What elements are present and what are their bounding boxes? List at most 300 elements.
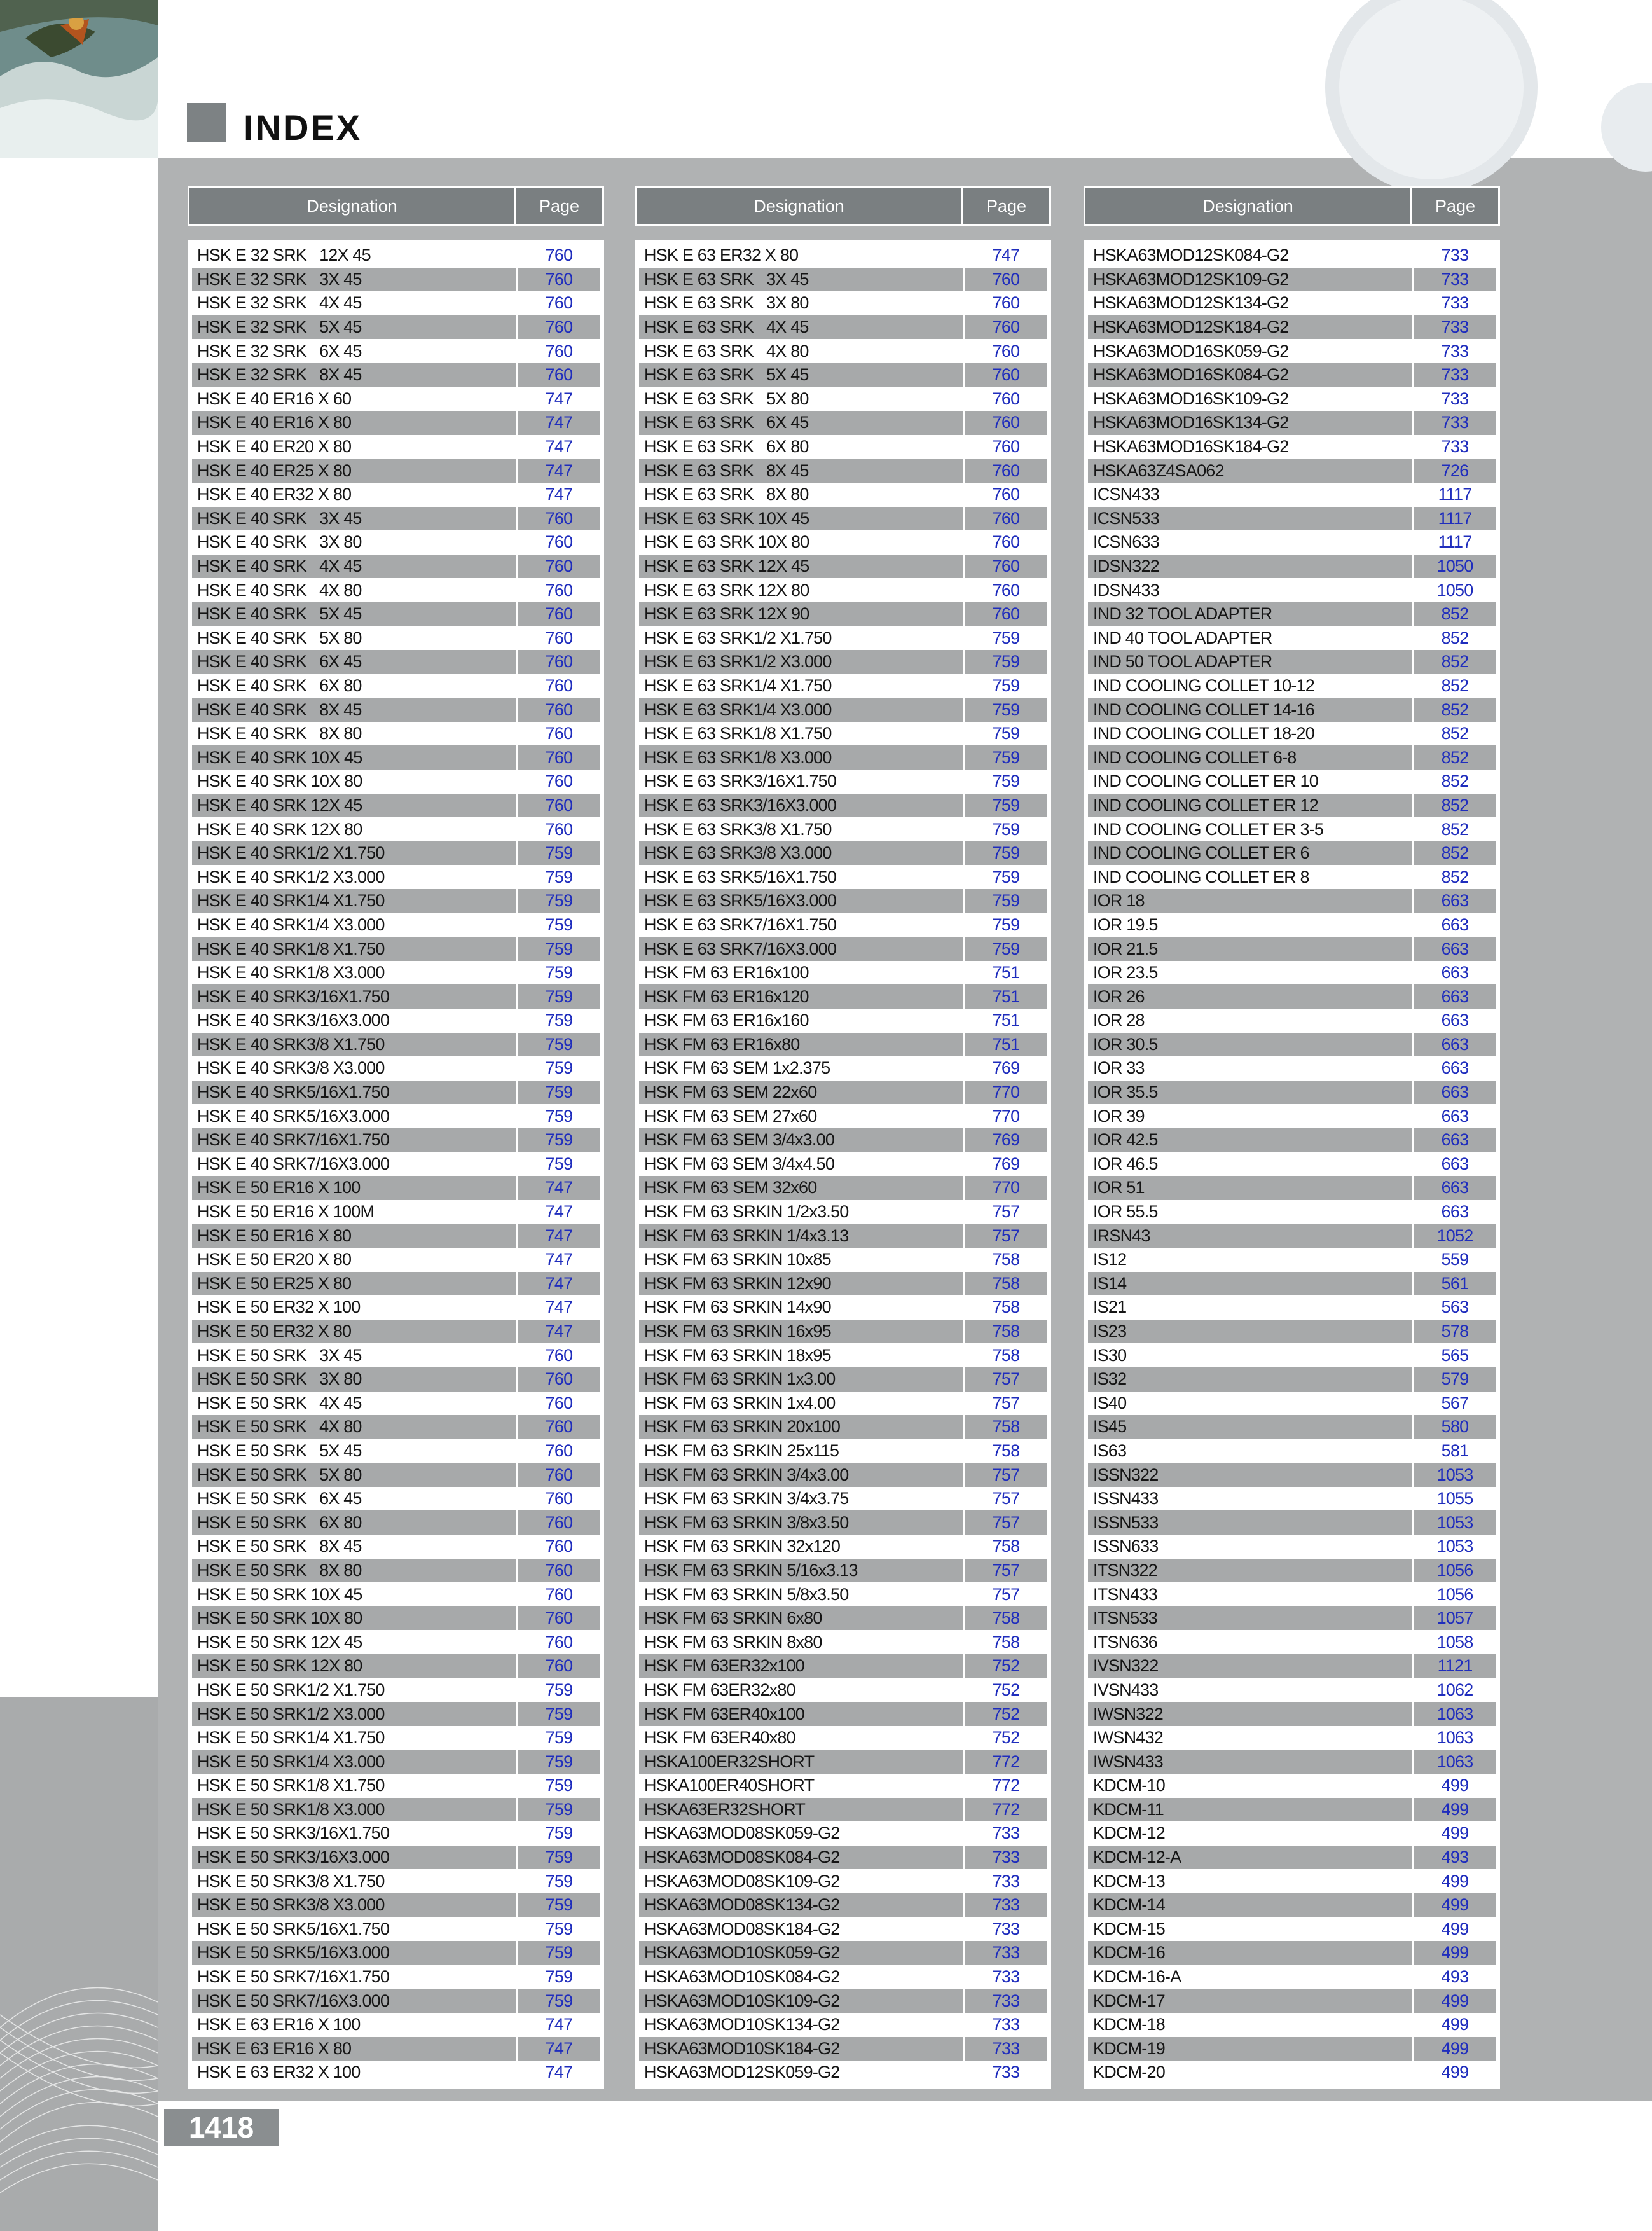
page-link[interactable]: 499	[1441, 1943, 1469, 1963]
table-row	[1088, 961, 1496, 985]
table-row	[639, 626, 1047, 651]
page-link[interactable]: 663	[1441, 891, 1469, 911]
page-link[interactable]: 759	[545, 1106, 573, 1126]
page-link[interactable]: 759	[545, 891, 573, 911]
designation-cell: KDCM-12-A	[1088, 1846, 1414, 1870]
page-link[interactable]: 559	[1441, 1250, 1469, 1269]
page-link[interactable]: 757	[992, 1489, 1020, 1509]
page-link[interactable]: 852	[1441, 724, 1469, 743]
page-link[interactable]: 760	[545, 1345, 573, 1365]
page-link[interactable]: 760	[545, 556, 573, 576]
page-link[interactable]: 759	[992, 675, 1020, 695]
page-link[interactable]: 760	[992, 293, 1020, 313]
page-link[interactable]: 852	[1441, 652, 1469, 672]
table-row	[639, 1798, 1047, 1822]
table-row	[639, 1009, 1047, 1033]
table-row	[639, 1917, 1047, 1942]
page-link[interactable]: 733	[992, 2038, 1020, 2058]
page-link[interactable]: 760	[545, 532, 573, 552]
page-link[interactable]: 733	[992, 2062, 1020, 2082]
page-link[interactable]: 751	[992, 986, 1020, 1006]
page-link[interactable]: 1055	[1436, 1489, 1473, 1509]
page-link[interactable]: 663	[1441, 1202, 1469, 1222]
page-link[interactable]: 760	[545, 819, 573, 839]
page-link[interactable]: 733	[992, 1823, 1020, 1843]
page-link[interactable]: 579	[1441, 1369, 1469, 1389]
page-link[interactable]: 733	[992, 1848, 1020, 1867]
page-link[interactable]: 493	[1441, 1848, 1469, 1867]
page-link[interactable]: 760	[545, 245, 573, 265]
page-link[interactable]: 759	[545, 1704, 573, 1723]
page-link[interactable]: 1056	[1436, 1584, 1473, 1604]
page-link[interactable]: 747	[545, 485, 573, 504]
page-link[interactable]: 561	[1441, 1273, 1469, 1293]
page-link[interactable]: 760	[545, 293, 573, 313]
designation-cell: HSKA63MOD12SK109-G2	[1088, 268, 1414, 292]
page-link[interactable]: 759	[545, 843, 573, 863]
designation-cell: HSK E 40 SRK 12X 45	[192, 794, 518, 818]
page-link[interactable]: 759	[992, 747, 1020, 767]
page-link[interactable]: 747	[992, 245, 1020, 265]
page-link[interactable]: 852	[1441, 747, 1469, 767]
page-link[interactable]: 760	[992, 532, 1020, 552]
page-link[interactable]: 752	[992, 1680, 1020, 1699]
designation-cell: HSK FM 63 SRKIN 32x120	[639, 1535, 965, 1559]
page-link[interactable]: 499	[1441, 1823, 1469, 1843]
designation-cell: HSK FM 63 SRKIN 16x95	[639, 1320, 965, 1344]
table-row	[639, 244, 1047, 268]
page-link[interactable]: 852	[1441, 628, 1469, 647]
page-link[interactable]: 760	[992, 508, 1020, 528]
page-link[interactable]: 760	[545, 1560, 573, 1580]
page-link[interactable]: 760	[545, 700, 573, 719]
page-link[interactable]: 759	[545, 1919, 573, 1938]
table-row	[639, 1774, 1047, 1798]
page-link[interactable]: 758	[992, 1537, 1020, 1556]
page-link[interactable]: 663	[1441, 1154, 1469, 1173]
page-link[interactable]: 760	[545, 269, 573, 289]
page-link[interactable]: 758	[992, 1632, 1020, 1652]
page-link[interactable]: 759	[545, 1680, 573, 1699]
page-link[interactable]: 747	[545, 1322, 573, 1341]
table-row	[639, 1941, 1047, 1965]
designation-cell: HSK E 40 SRK 6X 45	[192, 650, 518, 674]
page-link[interactable]: 733	[1441, 341, 1469, 361]
page-link[interactable]: 760	[545, 1465, 573, 1484]
table-row	[1088, 1415, 1496, 1439]
page-link[interactable]: 760	[992, 556, 1020, 576]
page-link[interactable]: 760	[545, 1489, 573, 1509]
page-link[interactable]: 752	[992, 1704, 1020, 1723]
page-link[interactable]: 760	[545, 1369, 573, 1389]
page-link[interactable]: 759	[992, 939, 1020, 958]
page-link[interactable]: 663	[1441, 1058, 1469, 1078]
page-link[interactable]: 733	[992, 1871, 1020, 1891]
page-link[interactable]: 1053	[1436, 1512, 1473, 1532]
page-link[interactable]: 760	[992, 365, 1020, 385]
page-link[interactable]: 852	[1441, 700, 1469, 719]
page-link[interactable]: 759	[545, 1943, 573, 1963]
designation-cell: HSK E 63 SRK 3X 80	[639, 291, 965, 315]
designation-cell: KDCM-15	[1088, 1917, 1414, 1942]
designation-cell: HSK E 50 SRK1/8 X1.750	[192, 1774, 518, 1798]
page-link[interactable]: 769	[992, 1130, 1020, 1150]
page-link[interactable]: 772	[992, 1799, 1020, 1819]
designation-cell: HSK E 40 SRK3/8 X1.750	[192, 1033, 518, 1057]
page-link[interactable]: 760	[992, 460, 1020, 480]
page-link[interactable]: 733	[1441, 437, 1469, 457]
table-row	[1088, 1272, 1496, 1296]
designation-cell: IOR 19.5	[1088, 913, 1414, 937]
designation-cell: HSK E 50 SRK1/2 X3.000	[192, 1702, 518, 1726]
page-link[interactable]: 760	[992, 604, 1020, 624]
page-link[interactable]: 759	[545, 1895, 573, 1915]
page-link[interactable]: 1057	[1436, 1608, 1473, 1628]
page-link[interactable]: 852	[1441, 675, 1469, 695]
page-link[interactable]: 747	[545, 2062, 573, 2082]
page-link[interactable]: 733	[1441, 317, 1469, 337]
page-link[interactable]: 760	[992, 341, 1020, 361]
page-link[interactable]: 760	[992, 413, 1020, 432]
page-link[interactable]: 759	[545, 1967, 573, 1987]
table-row	[1088, 1463, 1496, 1487]
designation-cell: HSKA63MOD10SK184-G2	[639, 2037, 965, 2061]
page-link[interactable]: 759	[992, 891, 1020, 911]
page-link[interactable]: 759	[992, 819, 1020, 839]
page-link[interactable]: 760	[992, 317, 1020, 337]
page-link[interactable]: 733	[992, 1967, 1020, 1987]
page-link[interactable]: 733	[1441, 269, 1469, 289]
designation-cell: HSK E 50 SRK 8X 80	[192, 1559, 518, 1583]
page-link[interactable]: 747	[545, 389, 573, 408]
page-link[interactable]: 760	[992, 437, 1020, 457]
page-link[interactable]: 759	[545, 1130, 573, 1150]
page-link[interactable]: 760	[992, 485, 1020, 504]
page-link[interactable]: 1117	[1438, 532, 1472, 552]
table-row	[639, 2037, 1047, 2061]
page-link[interactable]: 759	[545, 867, 573, 887]
table-row	[1088, 745, 1496, 770]
page-link[interactable]: 852	[1441, 819, 1469, 839]
page-link[interactable]: 733	[1441, 389, 1469, 408]
page-link[interactable]: 747	[545, 2038, 573, 2058]
page-link[interactable]: 493	[1441, 1967, 1469, 1987]
table-row	[192, 1989, 600, 2013]
page-link[interactable]: 663	[1441, 1106, 1469, 1126]
page-link[interactable]: 757	[992, 1226, 1020, 1245]
designation-cell: HSK E 40 SRK 5X 45	[192, 602, 518, 626]
page-link[interactable]: 747	[545, 460, 573, 480]
page-link[interactable]: 760	[545, 1632, 573, 1652]
page-link[interactable]: 733	[992, 2015, 1020, 2034]
table-row	[639, 602, 1047, 626]
designation-cell: HSK FM 63 SRKIN 20x100	[639, 1415, 965, 1439]
designation-cell: KDCM-10	[1088, 1774, 1414, 1798]
page-link[interactable]: 760	[545, 628, 573, 647]
page-link[interactable]: 759	[545, 1011, 573, 1030]
page-link[interactable]: 758	[992, 1417, 1020, 1437]
page-link[interactable]: 1117	[1438, 508, 1472, 528]
page-link[interactable]: 565	[1441, 1345, 1469, 1365]
page-link[interactable]: 760	[545, 675, 573, 695]
page-link[interactable]: 663	[1441, 1034, 1469, 1054]
page-link[interactable]: 757	[992, 1584, 1020, 1604]
page-link[interactable]: 1117	[1438, 485, 1472, 504]
designation-cell: HSK E 40 ER16 X 60	[192, 387, 518, 411]
page-link[interactable]: 759	[992, 724, 1020, 743]
page-link[interactable]: 759	[545, 963, 573, 983]
page-link[interactable]: 760	[545, 317, 573, 337]
page-link[interactable]: 757	[992, 1465, 1020, 1484]
page-link[interactable]: 760	[545, 508, 573, 528]
page-link[interactable]: 759	[545, 1776, 573, 1795]
page-link[interactable]: 760	[992, 389, 1020, 408]
designation-cell: HSKA100ER40SHORT	[639, 1774, 965, 1798]
page-link[interactable]: 759	[545, 986, 573, 1006]
page-link[interactable]: 758	[992, 1440, 1020, 1460]
page-link[interactable]: 1058	[1436, 1632, 1473, 1652]
page-link[interactable]: 663	[1441, 1178, 1469, 1198]
page-link[interactable]: 581	[1441, 1440, 1469, 1460]
page-link[interactable]: 733	[992, 1943, 1020, 1963]
page-link[interactable]: 760	[545, 1393, 573, 1413]
table-row	[639, 984, 1047, 1009]
page-link[interactable]: 760	[545, 365, 573, 385]
page-link[interactable]: 772	[992, 1751, 1020, 1771]
page-link[interactable]: 759	[545, 1082, 573, 1102]
page-link[interactable]: 499	[1441, 2015, 1469, 2034]
page-link[interactable]: 663	[1441, 915, 1469, 934]
page-link[interactable]: 567	[1441, 1393, 1469, 1413]
page-link[interactable]: 759	[545, 939, 573, 958]
page-link[interactable]: 1056	[1436, 1560, 1473, 1580]
page-link[interactable]: 757	[992, 1369, 1020, 1389]
table-row	[1088, 315, 1496, 340]
page-link[interactable]: 759	[992, 867, 1020, 887]
page-link[interactable]: 733	[1441, 413, 1469, 432]
page-link[interactable]: 499	[1441, 1799, 1469, 1819]
page-link[interactable]: 499	[1441, 1919, 1469, 1938]
page-link[interactable]: 747	[545, 1202, 573, 1222]
page-link[interactable]: 760	[545, 724, 573, 743]
page-link[interactable]: 760	[545, 1417, 573, 1437]
page-link[interactable]: 759	[992, 843, 1020, 863]
page-link[interactable]: 759	[545, 1799, 573, 1819]
page-link[interactable]: 499	[1441, 1871, 1469, 1891]
page-link[interactable]: 760	[545, 1440, 573, 1460]
page-link[interactable]: 759	[545, 1751, 573, 1771]
page-link[interactable]: 852	[1441, 867, 1469, 887]
page-link[interactable]: 1053	[1436, 1465, 1473, 1484]
table-row	[192, 1702, 600, 1726]
page-link[interactable]: 770	[992, 1178, 1020, 1198]
page-link[interactable]: 760	[545, 1608, 573, 1628]
table-row	[639, 1320, 1047, 1344]
page-link[interactable]: 1052	[1436, 1226, 1473, 1245]
page-link[interactable]: 1063	[1436, 1751, 1473, 1771]
designation-cell: KDCM-12	[1088, 1821, 1414, 1846]
page-link[interactable]: 759	[545, 915, 573, 934]
table-row	[639, 578, 1047, 602]
page-link[interactable]: 751	[992, 1011, 1020, 1030]
designation-cell: HSK E 50 ER16 X 80	[192, 1224, 518, 1248]
page-link[interactable]: 759	[545, 1848, 573, 1867]
page-link[interactable]: 757	[992, 1202, 1020, 1222]
page-link[interactable]: 747	[545, 2015, 573, 2034]
page-link[interactable]: 751	[992, 963, 1020, 983]
page-link[interactable]: 733	[992, 1991, 1020, 2010]
page-link[interactable]: 760	[545, 1512, 573, 1532]
page-link[interactable]: 663	[1441, 939, 1469, 958]
page-link[interactable]: 747	[545, 1178, 573, 1198]
page-link[interactable]: 1050	[1436, 580, 1473, 600]
designation-cell: HSK E 40 SRK 8X 45	[192, 698, 518, 722]
page-link[interactable]: 499	[1441, 1991, 1469, 2010]
page-link[interactable]: 663	[1441, 1011, 1469, 1030]
page-link[interactable]: 760	[545, 771, 573, 791]
designation-cell: HSKA63MOD16SK109-G2	[1088, 387, 1414, 411]
page-link[interactable]: 758	[992, 1322, 1020, 1341]
page-link[interactable]: 757	[992, 1393, 1020, 1413]
page-link[interactable]: 769	[992, 1058, 1020, 1078]
designation-cell: HSK E 40 SRK1/4 X1.750	[192, 889, 518, 913]
page-link[interactable]: 1053	[1436, 1537, 1473, 1556]
page-link[interactable]: 760	[545, 795, 573, 815]
page-link[interactable]: 759	[992, 915, 1020, 934]
page-link[interactable]: 752	[992, 1656, 1020, 1676]
page-link[interactable]: 759	[545, 1871, 573, 1891]
page-link[interactable]: 759	[545, 1728, 573, 1748]
page-link[interactable]: 757	[992, 1512, 1020, 1532]
page-link[interactable]: 663	[1441, 1130, 1469, 1150]
designation-cell: HSKA63MOD16SK184-G2	[1088, 435, 1414, 459]
page-link[interactable]: 499	[1441, 2038, 1469, 2058]
designation-cell: HSK FM 63 SRKIN 10x85	[639, 1248, 965, 1272]
table-row	[639, 555, 1047, 579]
page-link[interactable]: 663	[1441, 963, 1469, 983]
designation-cell: HSKA63MOD12SK059-G2	[639, 2061, 965, 2085]
table-row	[192, 2061, 600, 2085]
page-link[interactable]: 747	[545, 1226, 573, 1245]
page-link[interactable]: 751	[992, 1034, 1020, 1054]
left-margin-mid	[0, 158, 158, 1697]
page-link[interactable]: 733	[1441, 245, 1469, 265]
page-link[interactable]: 499	[1441, 2062, 1469, 2082]
table-row	[1088, 1152, 1496, 1177]
page-link[interactable]: 759	[992, 771, 1020, 791]
page-link[interactable]: 759	[545, 1058, 573, 1078]
page-link[interactable]: 759	[992, 652, 1020, 672]
designation-cell: HSK FM 63ER40x80	[639, 1726, 965, 1750]
designation-cell: IOR 39	[1088, 1104, 1414, 1128]
page-link[interactable]: 733	[1441, 365, 1469, 385]
header-page: Page	[986, 196, 1027, 216]
page-link[interactable]: 759	[992, 700, 1020, 719]
table-row	[639, 1965, 1047, 1989]
page-link[interactable]: 663	[1441, 986, 1469, 1006]
page-link[interactable]: 563	[1441, 1297, 1469, 1317]
designation-cell: ICSN533	[1088, 507, 1414, 531]
page-link[interactable]: 757	[992, 1560, 1020, 1580]
page-link[interactable]: 1063	[1436, 1704, 1473, 1723]
page-link[interactable]: 759	[992, 628, 1020, 647]
page-link[interactable]: 758	[992, 1273, 1020, 1293]
page-link[interactable]: 759	[545, 1154, 573, 1173]
page-link[interactable]: 770	[992, 1082, 1020, 1102]
page-link[interactable]: 1121	[1437, 1656, 1473, 1676]
page-link[interactable]: 852	[1441, 604, 1469, 624]
table-row	[192, 602, 600, 626]
page-link[interactable]: 760	[545, 580, 573, 600]
designation-cell: HSK E 63 SRK3/16X1.750	[639, 770, 965, 794]
page-link[interactable]: 578	[1441, 1322, 1469, 1341]
page-link[interactable]: 760	[992, 580, 1020, 600]
page-link[interactable]: 759	[992, 795, 1020, 815]
designation-cell: HSKA63Z4SA062	[1088, 459, 1414, 483]
page-link[interactable]: 760	[545, 1537, 573, 1556]
page-title: INDEX	[244, 107, 362, 148]
page-link[interactable]: 733	[1441, 293, 1469, 313]
page-link[interactable]: 760	[545, 341, 573, 361]
page-link[interactable]: 760	[545, 747, 573, 767]
page-link[interactable]: 499	[1441, 1895, 1469, 1915]
column-body	[188, 240, 604, 2089]
page-link[interactable]: 852	[1441, 843, 1469, 863]
table-row	[639, 1582, 1047, 1606]
page-link[interactable]: 759	[545, 1991, 573, 2010]
page-link[interactable]: 752	[992, 1728, 1020, 1748]
page-link[interactable]: 733	[992, 1919, 1020, 1938]
designation-cell: HSK FM 63 SRKIN 1/4x3.13	[639, 1224, 965, 1248]
page-link[interactable]: 852	[1441, 795, 1469, 815]
page-link[interactable]: 1050	[1436, 556, 1473, 576]
designation-cell: HSK E 63 SRK1/4 X1.750	[639, 674, 965, 698]
page-link[interactable]: 760	[545, 604, 573, 624]
page-link[interactable]: 760	[992, 269, 1020, 289]
page-link[interactable]: 726	[1441, 460, 1469, 480]
page-link[interactable]: 760	[545, 1656, 573, 1676]
table-row	[1088, 626, 1496, 651]
page-link[interactable]: 747	[545, 1273, 573, 1293]
page-link[interactable]: 758	[992, 1297, 1020, 1317]
page-link[interactable]: 758	[992, 1250, 1020, 1269]
page-link[interactable]: 770	[992, 1106, 1020, 1126]
page-link[interactable]: 747	[545, 1250, 573, 1269]
page-link[interactable]: 759	[545, 1823, 573, 1843]
page-link[interactable]: 769	[992, 1154, 1020, 1173]
page-link[interactable]: 580	[1441, 1417, 1469, 1437]
page-link[interactable]: 747	[545, 1297, 573, 1317]
table-row	[192, 244, 600, 268]
page-link[interactable]: 1062	[1436, 1680, 1473, 1699]
designation-cell: HSK FM 63 SRKIN 14x90	[639, 1295, 965, 1320]
page-link[interactable]: 747	[545, 413, 573, 432]
page-link[interactable]: 772	[992, 1776, 1020, 1795]
designation-cell: HSKA63MOD08SK184-G2	[639, 1917, 965, 1942]
page-link[interactable]: 758	[992, 1345, 1020, 1365]
page-link[interactable]: 758	[992, 1608, 1020, 1628]
page-link[interactable]: 663	[1441, 1082, 1469, 1102]
page-link[interactable]: 1063	[1436, 1728, 1473, 1748]
designation-cell: HSK FM 63 SRKIN 1/2x3.50	[639, 1200, 965, 1224]
page-link[interactable]: 760	[545, 1584, 573, 1604]
page-link[interactable]: 852	[1441, 771, 1469, 791]
page-link[interactable]: 759	[545, 1034, 573, 1054]
page-link[interactable]: 733	[992, 1895, 1020, 1915]
page-link[interactable]: 760	[545, 652, 573, 672]
page-link[interactable]: 747	[545, 437, 573, 457]
page-link[interactable]: 499	[1441, 1776, 1469, 1795]
